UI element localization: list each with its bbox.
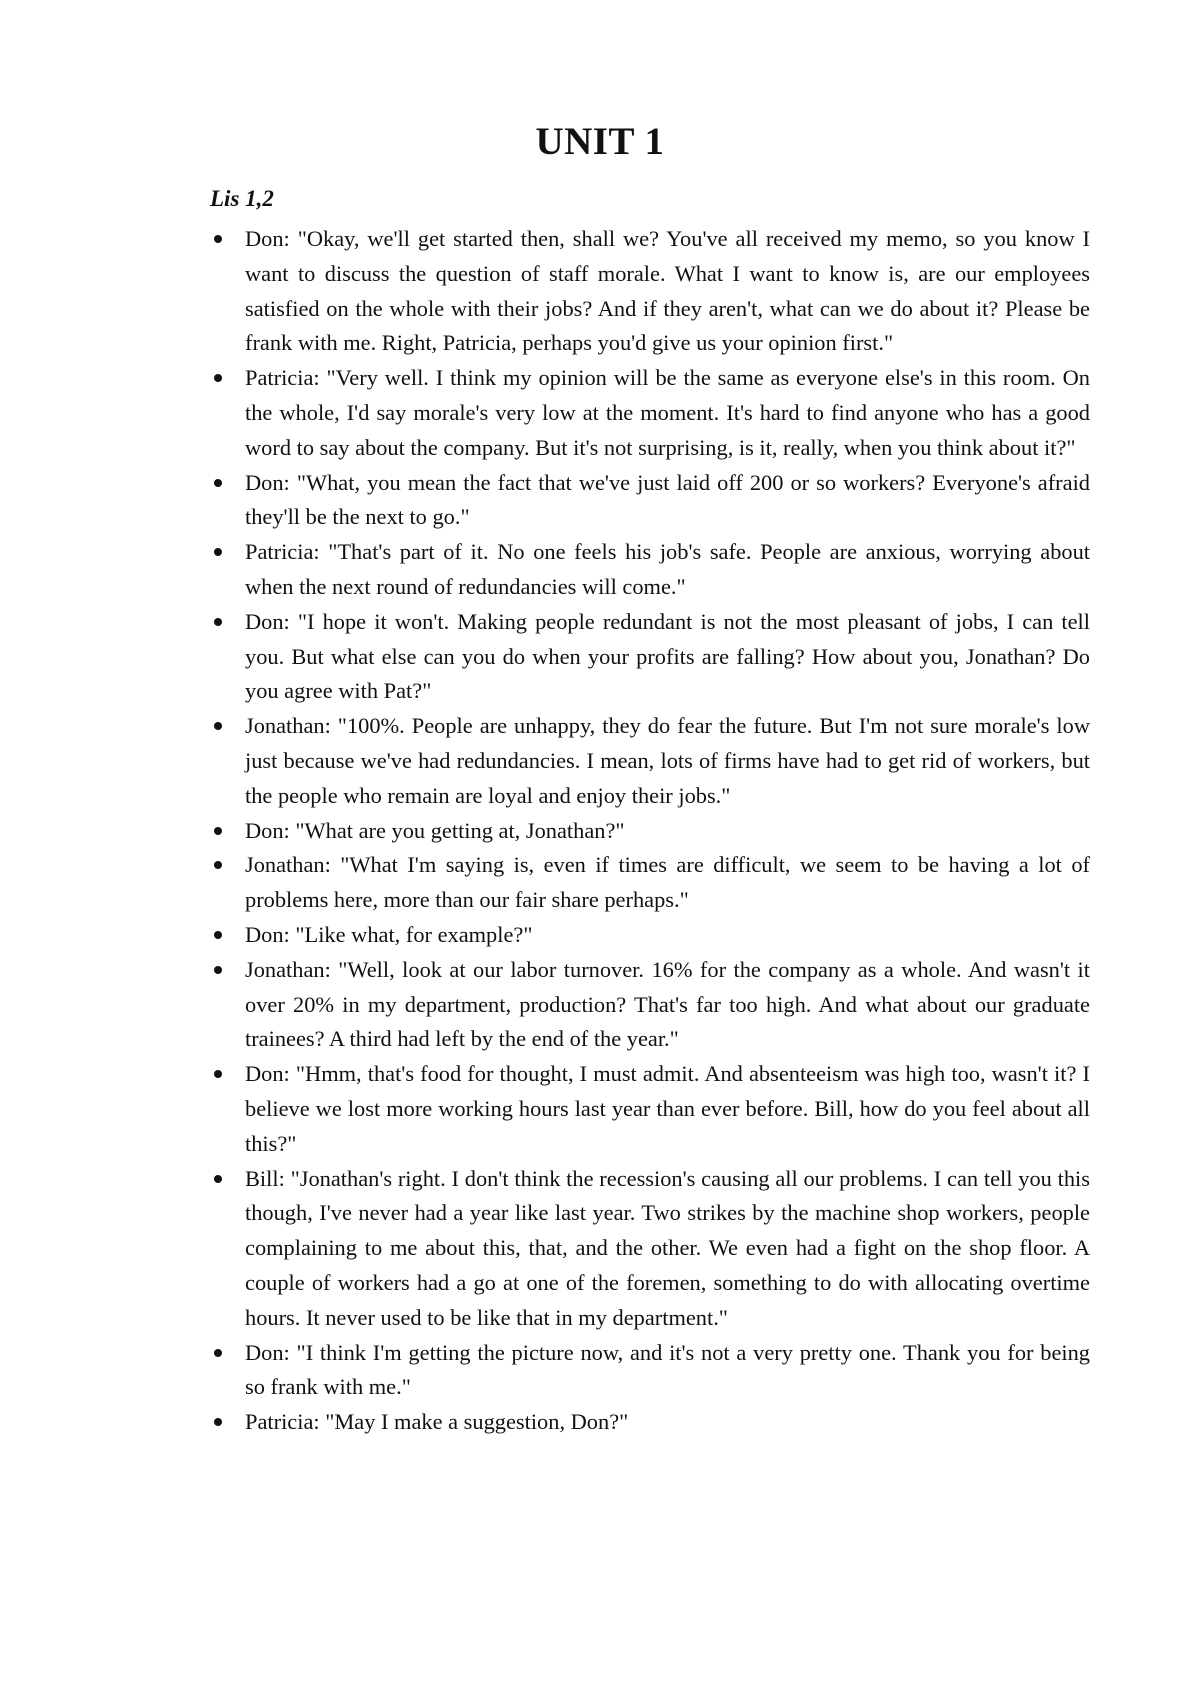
dialogue-line: Don: "Like what, for example?" [245,921,533,947]
list-item [210,1405,1090,1440]
dialogue-line: Don: "What are you getting at, Jonathan?" [245,817,625,843]
dialogue-line: Patricia: "Very well. I think my opinion will be the same as everyone else's in this room. On the whole, I'd say morale's very low at the moment. It's hard to find anyone who has a good word to say about the company. But it's not surprising, is it, really, when you think about it?" [245,365,1090,460]
list-item [210,953,1090,1057]
dialogue-line: Jonathan: "What I'm saying is, even if times are difficult, we seem to be having a lot of problems here, more than our fair share perhaps." [245,852,1090,913]
list-item [210,1162,1090,1336]
dialogue-line: Don: "Okay, we'll get started then, shall we? You've all received my memo, so you know I want to discuss the question of staff morale. What I want to know is, are our employees satisfied on the whole with their jobs? And if they aren't, what can we do about it? Please be frank with me. Right, Patricia, perhaps you'd give us your opinion first." [245,226,1090,356]
section-label: Lis 1,2 [210,186,274,211]
list-item [210,361,1090,465]
list-item [210,605,1090,709]
list-item [210,466,1090,536]
dialogue-line: Patricia: "May I make a suggestion, Don?" [245,1409,629,1435]
dialogue-line: Jonathan: "Well, look at our labor turnover. 16% for the company as a whole. And wasn't it over 20% in my department, production? That's far too high. And what about our graduate trainees? A third had left by the end of the year." [245,956,1090,1052]
list-item [210,709,1090,813]
dialogue-line: Jonathan: "100%. People are unhappy, they do fear the future. But I'm not sure morale's low just because we've had redundancies. I mean, lots of firms have had to get rid of workers, but the people who remain are loyal and enjoy their jobs." [245,713,1090,808]
dialogue-line: Patricia: "That's part of it. No one feels his job's safe. People are anxious, worrying about when the next round of redundancies will come." [245,539,1090,599]
dialogue-line: Bill: "Jonathan's right. I don't think the recession's causing all our problems. I can tell you this though, I've never had a year like last year. Two strikes by the machine shop workers, people complaining to me about this, that, and the other. We even had a fight on the shop floor. A couple of workers had a go at one of the foremen, something to do with allocating overtime hours. It never used to be like that in my department." [245,1165,1090,1330]
list-item [210,848,1090,918]
list-item [210,918,1090,953]
list-item [210,814,1090,849]
list-item [210,222,1090,361]
dialogue-line: Don: "Hmm, that's food for thought, I must admit. And absenteeism was high too, wasn't it? I believe we lost more working hours last year than ever before. Bill, how do you feel about all this?" [245,1061,1090,1156]
list-item [210,535,1090,605]
page-title: UNIT 1 [535,120,665,163]
dialogue-line: Don: "I think I'm getting the picture now, and it's not a very pretty one. Thank you for being so frank with me." [245,1339,1090,1400]
dialogue-line: Don: "What, you mean the fact that we've just laid off 200 or so workers? Everyone's afraid they'll be the next to go." [245,469,1090,530]
dialogue-line: Don: "I hope it won't. Making people redundant is not the most pleasant of jobs, I can tell you. But what else can you do when your profits are falling? How about you, Jonathan? Do you agree with Pat?" [245,608,1090,704]
dialogue-list [210,222,1090,1440]
list-item [210,1057,1090,1161]
list-item [210,1336,1090,1406]
